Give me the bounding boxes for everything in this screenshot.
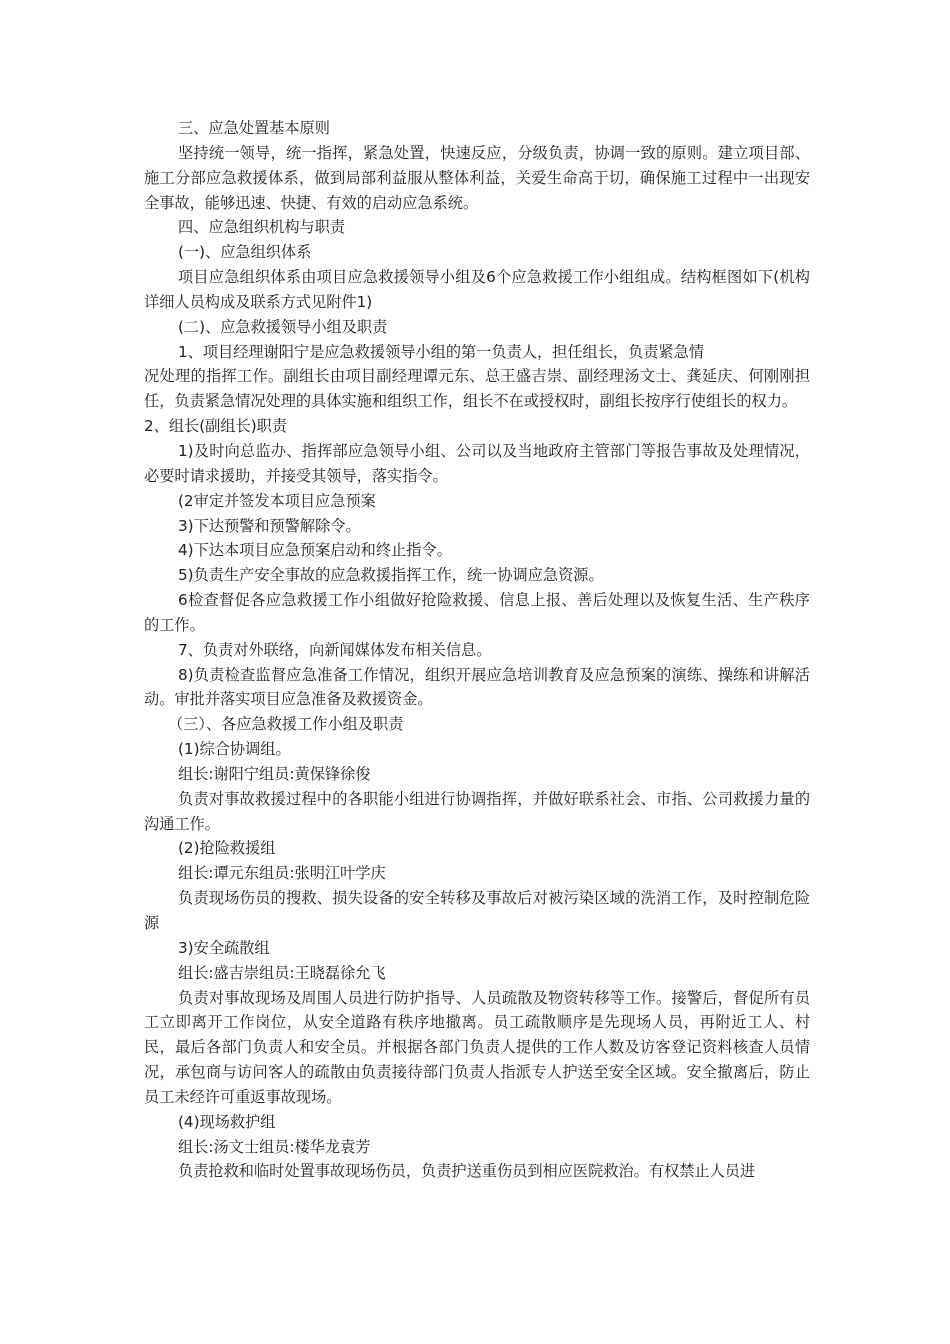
group-2-title: (2)抢险救援组 [178, 839, 276, 858]
paragraph-principles: 坚持统一领导，统一指挥，紧急处置，快速反应，分级负责，协调一致的原则。建立项目部、施工分部应急救援体系，做到局部利益服从整体利益，关爱生命高于切，确保施工过程中一出现安全事故，能够迅速、快捷、有效的启动应急系统。 [144, 143, 810, 212]
group-3-title: 3)安全疏散组 [178, 938, 270, 957]
group-4-title: (4)现场救护组 [178, 1112, 276, 1131]
paragraph-org-system: 项目应急组织体系由项目应急救援领导小组及6个应急救援工作小组组成。结构框图如下(机构详细人员构成及联系方式见附件1) [144, 268, 810, 311]
duty-item-3: 3)下达预警和预警解除令。 [178, 516, 361, 535]
duty-item-1: 1)及时向总监办、指挥部应急领导小组、公司以及当地政府主管部门等报告事故及处理情况，必要时请求援助，并接受其领导，落实指令。 [144, 441, 810, 485]
group-2-duties: 负责现场伤员的搜救、损失设备的安全转移及事故后对被污染区域的洗消工作，及时控制危险源 [144, 889, 810, 932]
heading-subsection-2: (二)、应急救援领导小组及职责 [178, 317, 388, 336]
duty-item-2: (2审定并签发本项目应急预案 [178, 491, 376, 510]
heading-section-3: 三、应急处置基本原则 [178, 119, 330, 137]
duty-item-5: 5)负责生产安全事故的应急救援指挥工作，统一协调应急资源。 [178, 566, 604, 585]
heading-subsection-3: （三）、各应急救援工作小组及职责 [168, 715, 404, 734]
group-4-duties: 负责抢救和临时处置事故现场伤员，负责护送重伤员到相应医院救治。有权禁止人员进 [178, 1162, 756, 1181]
group-3-members: 组长:盛吉崇组员:王晓磊徐允飞 [178, 963, 386, 982]
document-body [144, 116, 810, 1184]
heading-leader-duties: 2、组长(副组长)职责 [144, 417, 288, 436]
heading-subsection-1: (一)、应急组织体系 [178, 243, 312, 262]
paragraph-leader-line-1: 1、项目经理谢阳宁是应急救援领导小组的第一负责人，担任组长，负责紧急情 [178, 342, 705, 361]
group-3-duties: 负责对事故现场及周围人员进行防护指导、人员疏散及物资转移等工作。接警后，督促所有员工立即离开工作岗位，从安全道路有秩序地撤离。员工疏散顺序是先现场人员，再附近工人、村民，最后各部门负责人和安全员。并根据各部门负责人提供的工作人数及访客登记资料核查人员情况，承包商与访问客人的疏散由负责接待部门负责人指派专人护送至安全区域。安全撤离后，防止员工未经许可重返事故现场。 [144, 988, 810, 1106]
duty-item-7: 7、负责对外联络，向新闻媒体发布相关信息。 [178, 640, 492, 659]
duty-item-4: 4)下达本项目应急预案启动和终止指令。 [178, 541, 452, 560]
group-1-title: (1)综合协调组。 [178, 740, 291, 759]
duty-item-8: 8)负责检查监督应急准备工作情况，组织开展应急培训教育及应急预案的演练、操练和讲解活动。审批并落实项目应急准备及救援资金。 [144, 665, 810, 709]
group-2-members: 组长:谭元东组员:张明江叶学庆 [178, 864, 386, 883]
duty-item-6: 6检查督促各应急救援工作小组做好抢险救援、信息上报、善后处理以及恢复生活、生产秩序的工作。 [144, 591, 810, 634]
group-1-duties: 负责对事故救援过程中的各职能小组进行协调指挥，并做好联系社会、市指、公司救援力量的沟通工作。 [144, 789, 810, 833]
group-4-members: 组长:汤文士组员:楼华龙袁芳 [178, 1137, 371, 1156]
heading-section-4: 四、应急组织机构与职责 [178, 218, 346, 237]
paragraph-leader-rest: 况处理的指挥工作。副组长由项目副经理谭元东、总王盛吉崇、副经理汤文士、龚延庆、何刚刚担任，负责紧急情况处理的具体实施和组织工作，组长不在或授权时，副组长按序行使组长的权力。 [144, 367, 810, 411]
group-1-members: 组长:谢阳宁组员:黄保锋徐俊 [178, 764, 371, 783]
